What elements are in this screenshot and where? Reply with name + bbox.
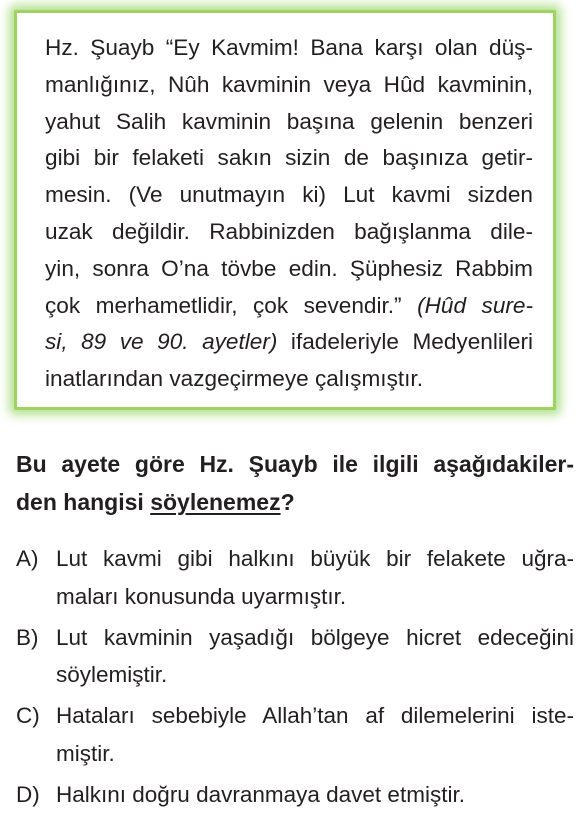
- option-d[interactable]: [16, 776, 574, 814]
- passage-line-9-rest: ifadeleriyle Medyenlileri: [277, 329, 533, 355]
- passage-line-7: yin, sonra O’na tövbe edin. Şüphesiz Rabbim: [45, 255, 533, 281]
- option-b-line-1: Lut kavminin yaşadığı bölgeye hicret edeceğini: [56, 624, 574, 650]
- passage-line-1: Hz. Şuayb “Ey Kavmim! Bana karşı olan düş-: [45, 35, 533, 60]
- passage-quote-end: çok merhametlidir, çok sevendir.”: [45, 292, 402, 318]
- passage-line-6: uzak değildir. Rabbinizden bağışlanma dile-: [45, 218, 533, 244]
- passage-box: [14, 10, 556, 410]
- option-a[interactable]: [16, 540, 574, 615]
- question-prefix: den hangisi: [16, 488, 151, 515]
- question-keyword: söylenemez: [150, 488, 281, 515]
- passage-line-4: gibi bir felaketi sakın sizin de başınıza getir-: [45, 145, 533, 171]
- option-d-letter: D): [16, 781, 40, 807]
- question-line-2: [16, 484, 574, 522]
- passage-source-1: (Hûd sure-: [417, 292, 533, 318]
- option-c-line-1: Hataları sebebiyle Allah’tan af dilemelerini iste-: [56, 703, 574, 728]
- option-a-line-2: maları konusunda uyarmıştır.: [56, 583, 347, 609]
- option-b-line-2: söylemiştir.: [56, 662, 168, 687]
- answer-options: [16, 540, 574, 817]
- question-line-1: Bu ayete göre Hz. Şuayb ile ilgili aşağıdakiler-: [16, 451, 574, 477]
- passage-line-3: yahut Salih kavminin başına gelenin benzeri: [45, 108, 533, 134]
- passage-line-5: mesin. (Ve unutmayın ki) Lut kavmi sizden: [45, 182, 533, 208]
- passage-line-9: [45, 324, 533, 361]
- passage-line-10: inatlarından vazgeçirmeye çalışmıştır.: [45, 366, 423, 392]
- question-stem: [16, 446, 574, 521]
- option-c-line-2: miştir.: [56, 740, 115, 766]
- option-d-line-1: Halkını doğru davranmaya davet etmiştir.: [56, 781, 465, 807]
- option-a-line-1: Lut kavmi gibi halkını büyük bir felakete uğra-: [56, 546, 574, 571]
- passage-source-2: si, 89 ve 90. ayetler): [45, 329, 278, 355]
- passage-line-2: manlığınız, Nûh kavminin veya Hûd kavminin,: [45, 71, 533, 97]
- option-c-letter: C): [16, 703, 40, 728]
- option-a-letter: A): [16, 546, 39, 571]
- option-c[interactable]: [16, 697, 574, 772]
- option-b[interactable]: [16, 619, 574, 694]
- question-mark: ?: [280, 488, 295, 515]
- option-b-letter: B): [16, 624, 39, 650]
- passage-text: [45, 30, 533, 398]
- passage-line-8: [45, 288, 533, 325]
